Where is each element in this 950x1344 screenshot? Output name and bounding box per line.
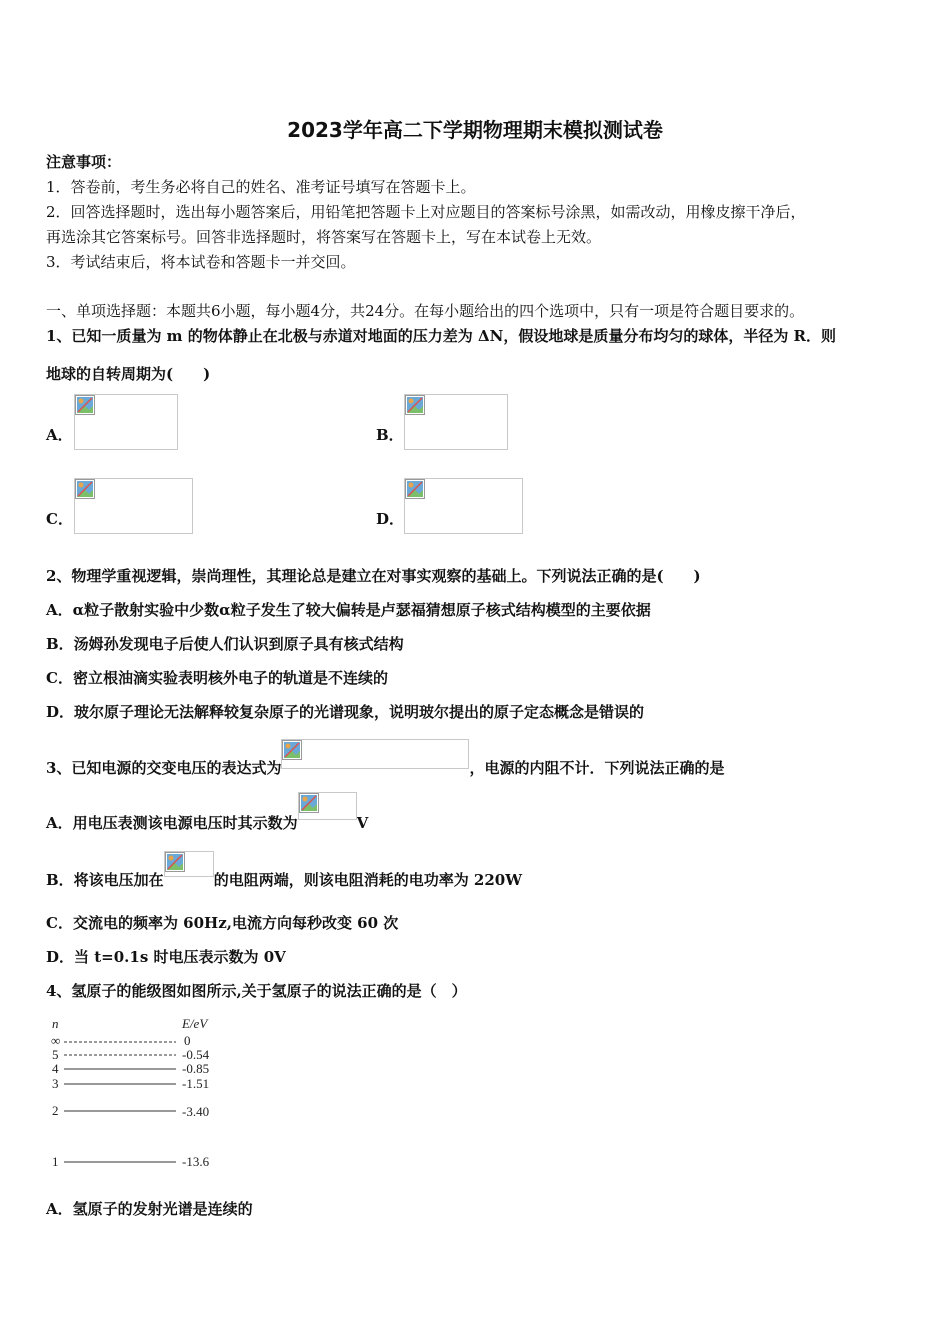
question-4-stem: 4、氢原子的能级图如图所示,关于氢原子的说法正确的是（ ） <box>46 982 467 1000</box>
q1-option-a-label: A． <box>46 426 73 444</box>
q2-option-b: B．汤姆孙发现电子后使人们认识到原子具有核式结构 <box>46 635 404 653</box>
question-1-stem: 1、已知一质量为 m 的物体静止在北极与赤道对地面的压力差为 ΔN，假设地球是质量分布均匀的球体，半径为 R．则 <box>46 327 837 345</box>
level-n: 3 <box>52 1076 59 1091</box>
level-n: 4 <box>52 1061 59 1076</box>
q1-option-b-image <box>404 394 508 450</box>
level-n: 1 <box>52 1154 59 1169</box>
q3-option-b-after: 的电阻两端，则该电阻消耗的电功率为 220W <box>213 871 523 889</box>
notice-item: 1．答卷前，考生务必将自己的姓名、准考证号填写在答题卡上。 <box>46 178 476 196</box>
q3-option-d: D．当 t=0.1s 时电压表示数为 0V <box>46 948 286 966</box>
question-3-stem <box>46 749 724 779</box>
q3-stem-after: ，电源的内阻不计．下列说法正确的是 <box>469 759 725 777</box>
level-energy: -13.6 <box>182 1154 210 1169</box>
section-heading: 一、单项选择题：本题共6小题，每小题4分，共24分。在每小题给出的四个选项中，只有一项是符合题目要求的。 <box>46 302 805 320</box>
broken-image-icon <box>165 852 185 872</box>
level-n: 2 <box>52 1103 59 1118</box>
q3-option-a <box>46 808 368 834</box>
hydrogen-energy-level-diagram <box>46 1015 236 1175</box>
q3-option-b <box>46 867 522 891</box>
notice-item: 2．回答选择题时，选出每小题答案后，用铅笔把答题卡上对应题目的答案标号涂黑，如需改动，用橡皮擦干净后， <box>46 203 806 221</box>
q3-option-c: C．交流电的频率为 60Hz,电流方向每秒改变 60 次 <box>46 914 399 932</box>
q2-option-d: D．玻尔原子理论无法解释较复杂原子的光谱现象，说明玻尔提出的原子定态概念是错误的 <box>46 703 645 721</box>
diagram-energy-label: E/eV <box>182 1016 208 1031</box>
broken-image-icon <box>299 793 319 813</box>
broken-image-icon <box>405 479 425 499</box>
level-n: 5 <box>52 1047 59 1062</box>
broken-image-icon <box>282 740 302 760</box>
q3-option-a-image <box>298 808 357 834</box>
broken-image-icon <box>75 395 95 415</box>
question-1-stem-cont: 地球的自转周期为( ) <box>46 365 211 383</box>
q3-formula-image <box>281 749 469 779</box>
q3-option-b-before: B．将该电压加在 <box>46 871 164 889</box>
q2-option-a: A．α粒子散射实验中少数α粒子发生了较大偏转是卢瑟福猜想原子核式结构模型的主要依据 <box>46 601 651 619</box>
q1-option-d-label: D． <box>376 510 405 528</box>
q3-stem-before: 3、已知电源的交变电压的表达式为 <box>46 759 282 777</box>
notice-item: 3．考试结束后，将本试卷和答题卡一并交回。 <box>46 253 356 271</box>
question-2-stem: 2、物理学重视逻辑，崇尚理性，其理论总是建立在对事实观察的基础上。下列说法正确的是( ) <box>46 567 701 585</box>
q3-option-a-before: A．用电压表测该电源电压时其示数为 <box>46 814 298 832</box>
notice-heading: 注意事项： <box>46 153 122 171</box>
broken-image-icon <box>75 479 95 499</box>
q3-option-b-image <box>164 867 214 891</box>
level-energy: 0 <box>184 1033 191 1048</box>
q2-option-c: C．密立根油滴实验表明核外电子的轨道是不连续的 <box>46 669 388 687</box>
diagram-n-label: n <box>52 1016 59 1031</box>
q1-option-d-image <box>404 478 523 534</box>
level-energy: -0.54 <box>182 1047 210 1062</box>
q4-option-a: A．氢原子的发射光谱是连续的 <box>46 1200 253 1218</box>
q3-option-a-after: V <box>356 814 369 832</box>
q1-option-b-label: B． <box>376 426 404 444</box>
level-energy: -1.51 <box>182 1076 210 1091</box>
q1-option-a-image <box>74 394 178 450</box>
level-energy: -0.85 <box>182 1061 210 1076</box>
q1-option-c-label: C． <box>46 510 73 528</box>
q1-option-c-image <box>74 478 193 534</box>
page-title: 2023学年高二下学期物理期末模拟测试卷 <box>287 118 663 142</box>
level-energy: -3.40 <box>182 1104 210 1119</box>
broken-image-icon <box>405 395 425 415</box>
level-n: ∞ <box>51 1033 61 1048</box>
notice-item: 再选涂其它答案标号。回答非选择题时，将答案写在答题卡上，写在本试卷上无效。 <box>46 228 602 246</box>
